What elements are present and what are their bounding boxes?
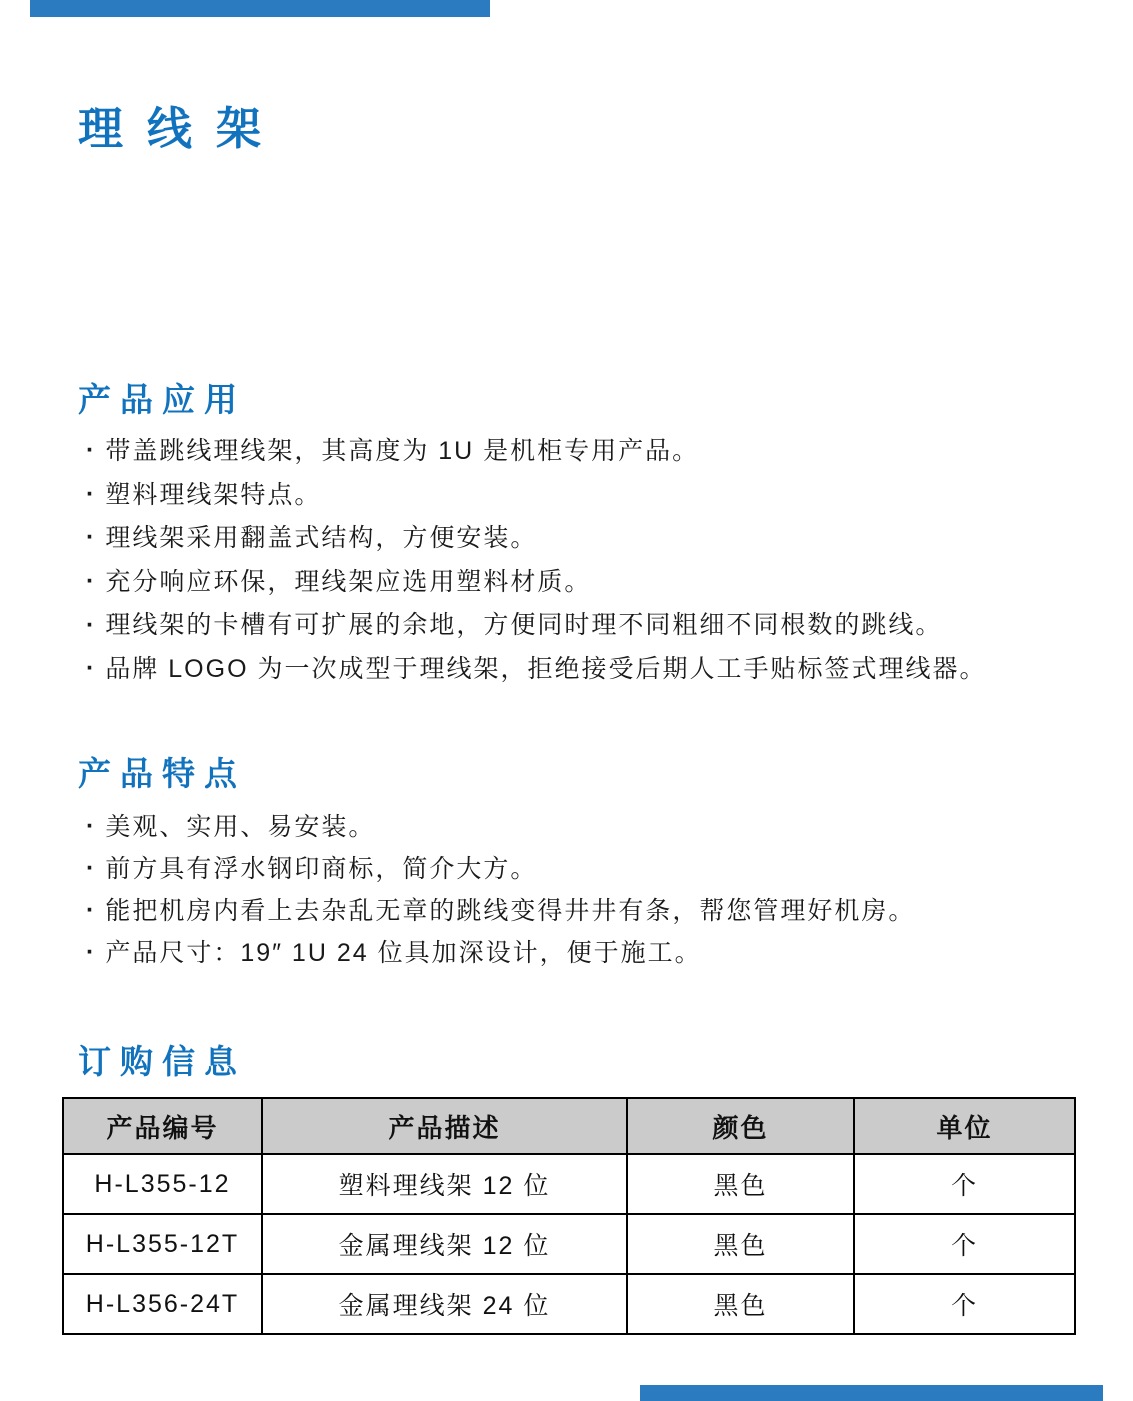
list-item bbox=[86, 561, 986, 605]
table-row bbox=[63, 1154, 1075, 1214]
column-header-color: 颜色 bbox=[627, 1098, 854, 1154]
bullet-dot: · bbox=[86, 523, 97, 552]
bullet-text: 品牌 LOGO 为一次成型于理线架，拒绝接受后期人工手贴标签式理线器。 bbox=[105, 654, 987, 683]
bullet-dot: · bbox=[86, 895, 97, 924]
cell-product-code: H-L355-12T bbox=[63, 1214, 262, 1274]
cell-description: 塑料理线架 12 位 bbox=[262, 1154, 627, 1214]
list-item bbox=[86, 807, 915, 849]
table-header-row bbox=[63, 1098, 1075, 1154]
bullet-dot: · bbox=[86, 853, 97, 882]
top-accent-bar bbox=[30, 0, 490, 17]
bullet-text: 美观、实用、易安装。 bbox=[105, 813, 376, 841]
cell-product-code: H-L356-24T bbox=[63, 1274, 262, 1334]
list-item bbox=[86, 474, 986, 518]
bottom-accent-bar bbox=[640, 1385, 1103, 1401]
bullet-text: 能把机房内看上去杂乱无章的跳线变得井井有条，帮您管理好机房。 bbox=[105, 896, 916, 925]
ordering-table bbox=[62, 1097, 1076, 1335]
bullet-dot: · bbox=[86, 479, 97, 508]
cell-unit: 个 bbox=[854, 1154, 1075, 1214]
list-item bbox=[86, 933, 915, 975]
bullet-dot: · bbox=[86, 937, 97, 966]
column-header-unit: 单位 bbox=[854, 1098, 1075, 1154]
bullet-text: 充分响应环保，理线架应选用塑料材质。 bbox=[105, 567, 592, 596]
bullet-text: 理线架的卡槽有可扩展的余地，方便同时理不同粗细不同根数的跳线。 bbox=[105, 611, 943, 640]
list-item bbox=[86, 849, 915, 891]
list-item bbox=[86, 430, 986, 474]
cell-color: 黑色 bbox=[627, 1154, 854, 1214]
cell-color: 黑色 bbox=[627, 1214, 854, 1274]
cell-product-code: H-L355-12 bbox=[63, 1154, 262, 1214]
bullet-text: 塑料理线架特点。 bbox=[105, 480, 322, 509]
list-item bbox=[86, 604, 986, 648]
cell-unit: 个 bbox=[854, 1214, 1075, 1274]
section-heading-ordering: 订购信息 bbox=[78, 1043, 246, 1080]
table-row bbox=[63, 1214, 1075, 1274]
section-heading-application: 产品应用 bbox=[78, 381, 246, 418]
cell-color: 黑色 bbox=[627, 1274, 854, 1334]
cell-description: 金属理线架 12 位 bbox=[262, 1214, 627, 1274]
section-heading-features: 产品特点 bbox=[78, 755, 246, 792]
cell-unit: 个 bbox=[854, 1274, 1075, 1334]
bullet-dot: · bbox=[86, 610, 97, 639]
cell-description: 金属理线架 24 位 bbox=[262, 1274, 627, 1334]
bullet-dot: · bbox=[86, 654, 97, 683]
features-bullet-list bbox=[86, 807, 915, 975]
list-item bbox=[86, 517, 986, 561]
bullet-text: 带盖跳线理线架，其高度为 1U 是机柜专用产品。 bbox=[105, 437, 700, 465]
list-item bbox=[86, 891, 915, 933]
page-title: 理线架 bbox=[78, 103, 286, 154]
bullet-dot: · bbox=[86, 566, 97, 595]
column-header-product-code: 产品编号 bbox=[63, 1098, 262, 1154]
bullet-text: 前方具有浮水钢印商标，简介大方。 bbox=[105, 854, 538, 883]
column-header-description: 产品描述 bbox=[262, 1098, 627, 1154]
bullet-text: 产品尺寸：19″ 1U 24 位具加深设计，便于施工。 bbox=[105, 938, 702, 967]
application-bullet-list bbox=[86, 430, 986, 692]
bullet-text: 理线架采用翻盖式结构，方便安装。 bbox=[105, 524, 538, 553]
list-item bbox=[86, 648, 986, 692]
table-row bbox=[63, 1274, 1075, 1334]
bullet-dot: · bbox=[86, 811, 97, 840]
bullet-dot: · bbox=[86, 436, 97, 465]
